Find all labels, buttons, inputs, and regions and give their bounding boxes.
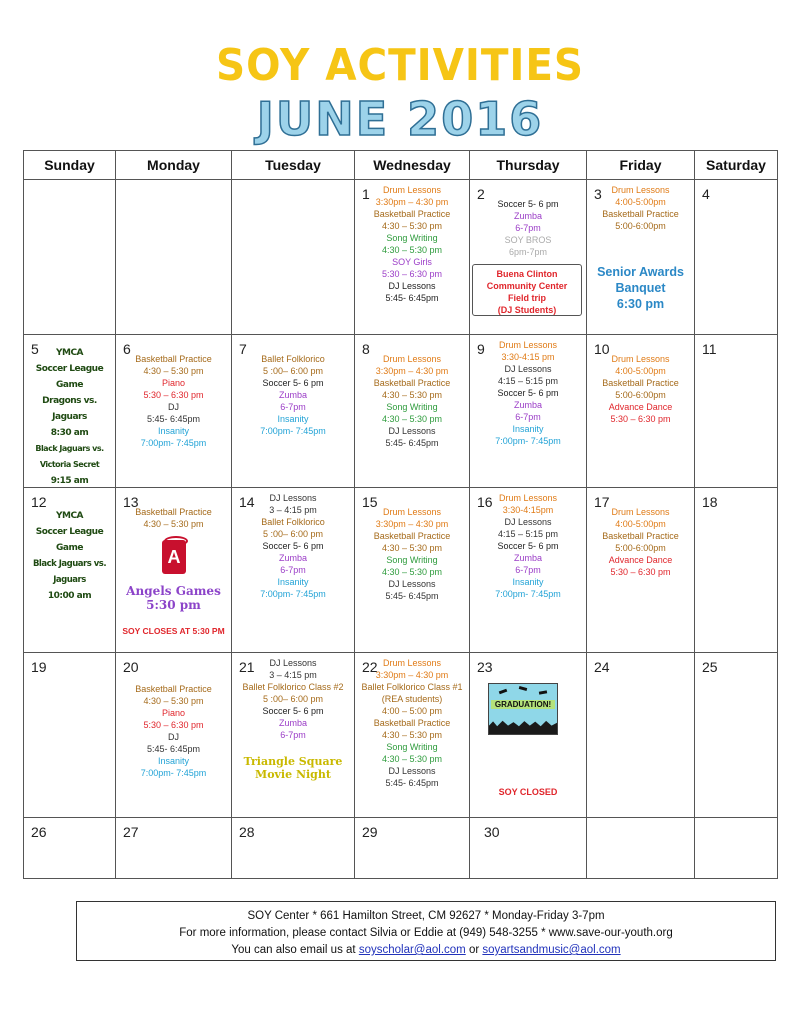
events-list [355, 506, 469, 602]
day-cell-6 [116, 335, 232, 488]
day-cell-24 [587, 653, 695, 818]
weekday-wednesday: Wednesday [355, 151, 470, 180]
event-line: 5:45- 6:45pm [385, 591, 439, 601]
event-line: 5:00-6:00pm [615, 543, 666, 553]
date-number: 19 [31, 659, 47, 675]
event-line: Dragons vs. Jaguars [42, 396, 97, 422]
events-list [232, 492, 354, 600]
event-line: Angels Games [126, 584, 221, 598]
day-cell-11 [695, 335, 778, 488]
event-line: 7:00pm- 7:45pm [140, 768, 207, 778]
event-line: 5:45- 6:45pm [146, 414, 201, 424]
event-line: Black Jaguars vs. Victoria Secret [35, 444, 104, 469]
day-cell-25 [695, 653, 778, 818]
event-line: 10:00 am [47, 591, 92, 601]
date-number: 10 [594, 341, 610, 357]
email-link-soyscholar[interactable]: soyscholar@aol.com [358, 944, 466, 956]
weekday-header-row [24, 151, 778, 180]
page-title: SOY ACTIVITIES [216, 40, 584, 91]
event-line: 3 – 4:15 pm [269, 505, 317, 515]
date-number: 24 [594, 659, 610, 675]
event-line: 5 :00– 6:00 pm [262, 366, 324, 376]
day-cell-empty [232, 180, 355, 335]
date-number: 29 [362, 824, 378, 840]
ymca-game-note [24, 345, 115, 489]
event-line: Drum Lessons [382, 354, 442, 364]
crowd-silhouette [489, 720, 557, 734]
event-line: Insanity [277, 577, 309, 587]
footer-email-line [77, 942, 775, 959]
day-cell-19 [24, 653, 116, 818]
day-cell-1 [355, 180, 470, 335]
ymca-game-note [24, 508, 115, 604]
event-line: 5:30 – 6:30 pm [610, 567, 671, 577]
contact-footer [76, 901, 776, 961]
date-number: 28 [239, 824, 255, 840]
event-line: Basketball Practice [373, 531, 451, 541]
day-cell-empty [24, 180, 116, 335]
events-list [116, 683, 231, 779]
event-line: 5:45- 6:45pm [146, 744, 201, 754]
grad-cap-icon [499, 689, 508, 695]
weekday-sunday: Sunday [24, 151, 116, 180]
event-line: 7:00pm- 7:45pm [260, 426, 326, 436]
events-list [116, 506, 231, 530]
calendar-table [23, 150, 778, 879]
date-number: 13 [123, 494, 139, 510]
weekday-monday: Monday [116, 151, 232, 180]
day-cell-empty [695, 818, 778, 879]
event-line: 4:30 – 5:30 pm [381, 730, 443, 740]
day-cell-9 [470, 335, 587, 488]
event-line: Triangle Square [243, 755, 343, 768]
event-line: 7:00pm- 7:45pm [495, 436, 561, 446]
event-line: 4:30 – 5:30 pm [381, 414, 443, 424]
date-number: 14 [239, 494, 255, 510]
event-line: YMCA [55, 511, 84, 521]
day-cell-30 [470, 818, 587, 879]
date-number: 21 [239, 659, 255, 675]
event-line: Basketball Practice [373, 378, 451, 388]
event-line: Advance Dance [608, 555, 673, 565]
day-cell-20 [116, 653, 232, 818]
day-cell-29 [355, 818, 470, 879]
event-line: 5:30 pm [146, 598, 201, 612]
event-line: Soccer 5- 6 pm [262, 541, 324, 551]
event-line: 5:45- 6:45pm [385, 293, 439, 303]
date-number: 20 [123, 659, 139, 675]
footer-address: SOY Center * 661 Hamilton Street, CM 92627 * Monday-Friday 3-7pm [247, 910, 605, 922]
event-line: 4:00-5:00pm [615, 366, 666, 376]
event-line: 4:30 – 5:30 pm [381, 543, 443, 553]
graduation-label: GRADUATION! [491, 700, 555, 709]
event-line: Soccer League [35, 527, 104, 537]
events-list [232, 657, 354, 741]
event-line: Movie Night [255, 768, 331, 781]
event-line: Drum Lessons [498, 340, 558, 350]
event-line: 4:30 – 5:30 pm [143, 519, 204, 529]
event-line: DJ Lessons [504, 364, 552, 374]
day-cell-17 [587, 488, 695, 653]
event-line: Basketball Practice [373, 718, 451, 728]
event-line: Ballet Folklorico [261, 354, 325, 364]
events-list [587, 353, 694, 425]
grad-cap-icon [539, 690, 547, 694]
day-cell-12 [24, 488, 116, 653]
event-line: 9:15 am [50, 476, 89, 486]
event-line: Soccer 5- 6 pm [262, 706, 324, 716]
event-line: Basketball Practice [135, 507, 212, 517]
event-line: Basketball Practice [135, 354, 212, 364]
page-subtitle: JUNE 2016 [256, 92, 544, 146]
event-line: Piano [161, 708, 186, 718]
event-line: 4:00-5:00pm [615, 519, 666, 529]
event-line: Basketball Practice [373, 209, 451, 219]
angels-logo-icon: A [162, 540, 186, 574]
day-cell-10 [587, 335, 695, 488]
event-line: DJ Lessons [388, 426, 436, 436]
grad-cap-icon [519, 686, 528, 691]
week-row [24, 653, 778, 818]
event-line: Insanity [157, 426, 190, 436]
day-cell-empty [116, 180, 232, 335]
date-number: 1 [362, 186, 370, 202]
event-line: 4:15 – 5:15 pm [497, 376, 559, 386]
week-row [24, 488, 778, 653]
event-line: SOY BROS [504, 235, 552, 245]
event-line: 4:15 – 5:15 pm [497, 529, 559, 539]
event-line: 4:30 – 5:30 pm [381, 245, 443, 255]
event-line: 3:30-4:15 pm [501, 352, 555, 362]
day-cell-23 [470, 653, 587, 818]
event-line: 6-7pm [515, 565, 541, 575]
movie-night-note [232, 755, 354, 781]
event-line: 5:30 – 6:30 pm [610, 414, 671, 424]
day-cell-27 [116, 818, 232, 879]
event-line: 5 :00– 6:00 pm [262, 694, 324, 704]
event-line: 4:30 – 5:30 pm [143, 366, 204, 376]
day-cell-7 [232, 335, 355, 488]
event-line: Soccer 5- 6 pm [497, 541, 559, 551]
events-list [587, 184, 694, 232]
date-number: 8 [362, 341, 370, 357]
senior-awards-banner [587, 264, 694, 312]
event-line: 6-7pm [280, 730, 306, 740]
date-number: 22 [362, 659, 378, 675]
event-line: (REA students) [381, 694, 443, 704]
date-number: 27 [123, 824, 139, 840]
event-line: Insanity [512, 577, 544, 587]
event-line: Song Writing [386, 555, 438, 565]
date-number: 4 [702, 186, 710, 202]
event-line: Ballet Folklorico Class #2 [242, 682, 344, 692]
event-line: 4:30 – 5:30 pm [381, 221, 443, 231]
event-line: Song Writing [386, 402, 438, 412]
event-line: 4:30 – 5:30 pm [381, 754, 443, 764]
event-line: YMCA [55, 348, 84, 358]
event-line: Soccer League [35, 364, 104, 374]
date-number: 6 [123, 341, 131, 357]
event-line: 3:30-4:15pm [502, 505, 554, 515]
event-line: Senior Awards [597, 265, 684, 279]
day-cell-22 [355, 653, 470, 818]
event-line: DJ Lessons [388, 766, 436, 776]
event-line: DJ Lessons [269, 493, 317, 503]
events-list [470, 339, 586, 447]
event-line: Advance Dance [608, 402, 673, 412]
events-list [587, 506, 694, 578]
day-cell-15 [355, 488, 470, 653]
event-line: 7:00pm- 7:45pm [140, 438, 207, 448]
day-cell-16 [470, 488, 587, 653]
events-list [355, 184, 469, 304]
event-line: Song Writing [386, 742, 438, 752]
event-line: 6-7pm [515, 223, 541, 233]
event-line: Buena Clinton [496, 269, 558, 279]
event-line: Drum Lessons [611, 354, 670, 364]
date-number: 16 [477, 494, 493, 510]
day-cell-26 [24, 818, 116, 879]
event-line: 8:30 am [50, 428, 89, 438]
event-line: 7:00pm- 7:45pm [495, 589, 561, 599]
event-line: Drum Lessons [611, 185, 670, 195]
date-number: 30 [484, 824, 500, 840]
event-line: 5:30 – 6:30 pm [143, 390, 204, 400]
date-number: 3 [594, 186, 602, 202]
week-row [24, 818, 778, 879]
event-line: Basketball Practice [602, 209, 679, 219]
soy-closed-note: SOY CLOSED [498, 787, 558, 797]
event-line: 4:00 – 5:00 pm [381, 706, 443, 716]
event-line: Zumba [513, 553, 542, 563]
date-number: 18 [702, 494, 718, 510]
events-list [355, 657, 469, 789]
event-line: (DJ Students) [497, 305, 557, 315]
events-list [116, 353, 231, 449]
weekday-saturday: Saturday [695, 151, 778, 180]
event-line: Zumba [278, 390, 307, 400]
event-line: 6pm-7pm [508, 247, 547, 257]
footer-email-prefix: You can also email us at [231, 944, 356, 956]
event-line: 6:30 pm [616, 297, 665, 311]
event-line: 3:30pm – 4:30 pm [375, 670, 449, 680]
event-line: DJ Lessons [388, 579, 436, 589]
event-line: Zumba [513, 211, 542, 221]
event-line: Community Center [486, 281, 568, 291]
date-number: 23 [477, 659, 493, 675]
event-line: Insanity [157, 756, 190, 766]
day-cell-2 [470, 180, 587, 335]
event-line: Banquet [615, 281, 666, 295]
event-line: 6-7pm [280, 402, 306, 412]
event-line: Ballet Folklorico [261, 517, 325, 527]
event-line: 5:45- 6:45pm [385, 778, 439, 788]
event-line: Zumba [278, 553, 307, 563]
event-line: Zumba [278, 718, 307, 728]
event-line: 3:30pm – 4:30 pm [375, 197, 449, 207]
angels-games-note [116, 584, 231, 612]
date-number: 15 [362, 494, 378, 510]
event-line: Basketball Practice [602, 378, 679, 388]
day-cell-3 [587, 180, 695, 335]
events-list [470, 198, 586, 258]
event-line: Soccer 5- 6 pm [262, 378, 324, 388]
event-line: 4:00-5:00pm [615, 197, 666, 207]
event-line: Soccer 5- 6 pm [497, 388, 559, 398]
event-line: Insanity [277, 414, 309, 424]
soy-closes-note: SOY CLOSES AT 5:30 PM [122, 626, 225, 636]
event-line: Drum Lessons [382, 185, 442, 195]
event-line: 3 – 4:15 pm [269, 670, 317, 680]
day-cell-empty [587, 818, 695, 879]
email-link-soyartsandmusic[interactable]: soyartsandmusic@aol.com [482, 944, 621, 956]
event-line: Black Jaguars vs. Jaguars [32, 559, 107, 585]
event-line: Game [56, 380, 83, 390]
day-cell-5 [24, 335, 116, 488]
date-number: 7 [239, 341, 247, 357]
events-list [355, 353, 469, 449]
event-line: Basketball Practice [602, 531, 679, 541]
field-trip-box [472, 264, 582, 316]
graduation-image [488, 683, 558, 735]
event-line: Song Writing [386, 233, 438, 243]
event-line: SOY Girls [392, 257, 432, 267]
date-number: 5 [31, 341, 39, 357]
event-line: DJ Lessons [269, 658, 317, 668]
event-line: 3:30pm – 4:30 pm [375, 366, 449, 376]
date-number: 9 [477, 341, 485, 357]
day-cell-8 [355, 335, 470, 488]
event-line: Drum Lessons [382, 658, 442, 668]
events-list [232, 353, 354, 437]
event-line: 5:30 – 6:30 pm [381, 269, 443, 279]
date-number: 11 [702, 341, 717, 357]
date-number: 25 [702, 659, 718, 675]
event-line: DJ [168, 402, 179, 412]
event-line: 5:00-6:00pm [615, 221, 666, 231]
event-line: 5:00-6:00pm [615, 390, 666, 400]
event-line: 4:30 – 5:30 pm [381, 567, 443, 577]
date-number: 2 [477, 186, 485, 202]
event-line: DJ [168, 732, 179, 742]
event-line: Insanity [512, 424, 544, 434]
weekday-tuesday: Tuesday [232, 151, 355, 180]
event-line: Zumba [513, 400, 542, 410]
event-line: Basketball Practice [135, 684, 212, 694]
event-line: Piano [161, 378, 186, 388]
event-line: Ballet Folklorico Class #1 [361, 682, 463, 692]
event-line: 4:30 – 5:30 pm [381, 390, 443, 400]
event-line: DJ Lessons [504, 517, 552, 527]
event-line: 5:30 – 6:30 pm [143, 720, 204, 730]
week-row [24, 180, 778, 335]
event-line: Drum Lessons [498, 493, 558, 503]
day-cell-21 [232, 653, 355, 818]
footer-contact: For more information, please contact Silvia or Eddie at (949) 548-3255 * www.save-our-youth.org [179, 927, 673, 939]
event-line: 5:45- 6:45pm [385, 438, 439, 448]
weekday-friday: Friday [587, 151, 695, 180]
day-cell-14 [232, 488, 355, 653]
week-row [24, 335, 778, 488]
date-number: 26 [31, 824, 47, 840]
day-cell-13 [116, 488, 232, 653]
day-cell-18 [695, 488, 778, 653]
footer-or: or [468, 944, 480, 956]
event-line: Drum Lessons [611, 507, 670, 517]
event-line: 5 :00– 6:00 pm [262, 529, 324, 539]
day-cell-28 [232, 818, 355, 879]
event-line: Soccer 5- 6 pm [497, 199, 559, 209]
event-line: 4:30 – 5:30 pm [143, 696, 204, 706]
event-line: 6-7pm [280, 565, 306, 575]
event-line: Field trip [508, 293, 546, 303]
event-line: Drum Lessons [382, 507, 442, 517]
event-line: 3:30pm – 4:30 pm [375, 519, 449, 529]
date-number: 12 [31, 494, 47, 510]
event-line: Game [56, 543, 83, 553]
events-list [470, 492, 586, 600]
event-line: 7:00pm- 7:45pm [260, 589, 326, 599]
date-number: 17 [594, 494, 610, 510]
event-line: DJ Lessons [388, 281, 436, 291]
event-line: 6-7pm [515, 412, 541, 422]
day-cell-4 [695, 180, 778, 335]
weekday-thursday: Thursday [470, 151, 587, 180]
